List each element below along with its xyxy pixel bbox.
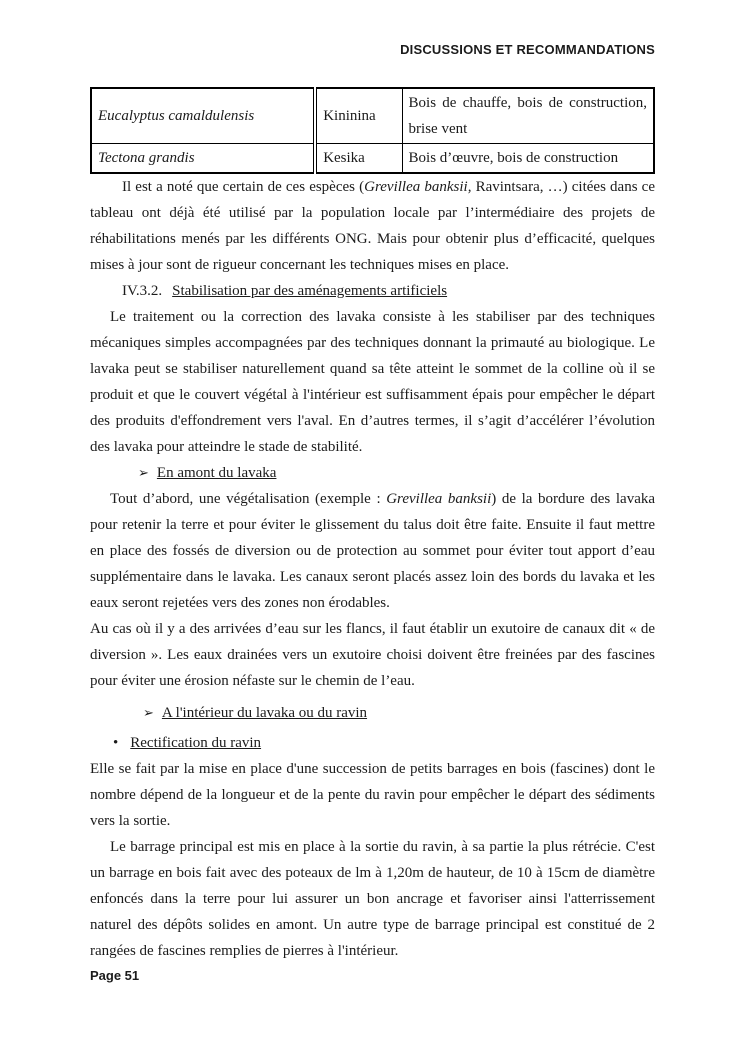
section-number: IV.3.2. (122, 283, 163, 299)
arrow-bullet-icon: ➢ (138, 465, 149, 480)
bullet-interieur (90, 700, 655, 726)
paragraph-diversion: Au cas où il y a des arrivées d’eau sur les flancs, il faut établir un exutoire de canaux dit « de diversion ». Les eaux drainées vers un exutoire choisi doivent être freinées par des fascines pour éviter une érosion néfaste sur le chemin de l’eau. (90, 621, 655, 689)
paragraph-barrage: Le barrage principal est mis en place à la sortie du ravin, à sa partie la plus rétrécie. C'est un barrage en bois fait avec des poteaux de lm à 1,20m de hauteur, de 10 à 15cm de diamètre enfoncés dans la terre pour lui assurer un bon ancrage et favoriser ainsi l'atterrissement naturel des dépôts solides en amont. Un autre type de barrage principal est constitué de 2 rangées de fascines remplies de pierres à l'intérieur. (90, 839, 655, 959)
section-heading (90, 278, 655, 304)
bullet-en-amont (90, 460, 655, 486)
page-number: Page 51 (90, 968, 140, 983)
text-run: Il est a noté que certain de ces espèces ( (122, 179, 365, 195)
bullet-label: Rectification du ravin (130, 735, 262, 751)
text-run: Ravintsara, …) citées dans ce tableau ont déjà été utilisé par la population locale par l’intermédiaire des projets de réhabilitations menés par les différents ONG. Mais pour obtenir plus d’efficacité, quelques mises à jour sont de rigueur concernant les techniques mises en place. (90, 179, 655, 273)
uses-cell: Bois d’œuvre, bois de construction (402, 144, 654, 174)
paragraph-vegetalisation (90, 486, 655, 616)
species-latin-name: Grevillea banksii (386, 491, 492, 507)
bullet-label: En amont du lavaka (156, 465, 277, 481)
paragraph-treatment: Le traitement ou la correction des lavaka consiste à les stabiliser par des techniques mécaniques simples accompagnées par des techniques donnant la primauté au biologique. Le lavaka peut se stabiliser naturellement quand sa tête atteint le sommet de la colline où il se produit et que le couvert végétal à l'intérieur est suffisamment épais pour empêcher le départ des produits d'effondrement vers l'aval. En d’autres termes, il s’agit d’accélérer l’évolution des lavaka pour atteindre le stade de stabilité. (90, 309, 655, 455)
section-title: Stabilisation par des aménagements artificiels (172, 283, 448, 299)
paragraph-intro (90, 174, 655, 278)
arrow-bullet-icon: ➢ (143, 705, 154, 720)
bullet-label: A l'intérieur du lavaka ou du ravin (161, 705, 368, 721)
species-table (90, 87, 655, 174)
dot-bullet-icon: • (113, 735, 119, 751)
table-row (91, 88, 654, 144)
species-name-cell: Eucalyptus camaldulensis (91, 88, 315, 144)
local-name-cell: Kininina (315, 88, 402, 144)
species-name-cell: Tectona grandis (91, 144, 315, 174)
species-latin-name: Grevillea banksii, (364, 179, 472, 195)
table-row (91, 144, 654, 174)
text-run: ) de la bordure des lavaka pour retenir la terre et pour éviter le glissement du talus doit être faite. Ensuite il faut mettre en place des fossés de diversion ou de protection au sommet pour éviter tout apport d’eau supplémentaire dans le lavaka. Les canaux seront placés assez loin des bords du lavaka et les eaux seront rejetées vers des zones non érodables. (90, 491, 656, 611)
bullet-rectification (90, 730, 655, 756)
page-header: DISCUSSIONS ET RECOMMANDATIONS (400, 42, 655, 57)
text-run: Tout d’abord, une végétalisation (exemple : (110, 491, 387, 507)
uses-cell: Bois de chauffe, bois de construction, brise vent (402, 88, 654, 144)
paragraph-fascines: Elle se fait par la mise en place d'une succession de petits barrages en bois (fascines) dont le nombre dépend de la longueur et de la pente du ravin pour empêcher le départ des sédiments vers la sortie. (90, 761, 655, 829)
local-name-cell: Kesika (315, 144, 402, 174)
